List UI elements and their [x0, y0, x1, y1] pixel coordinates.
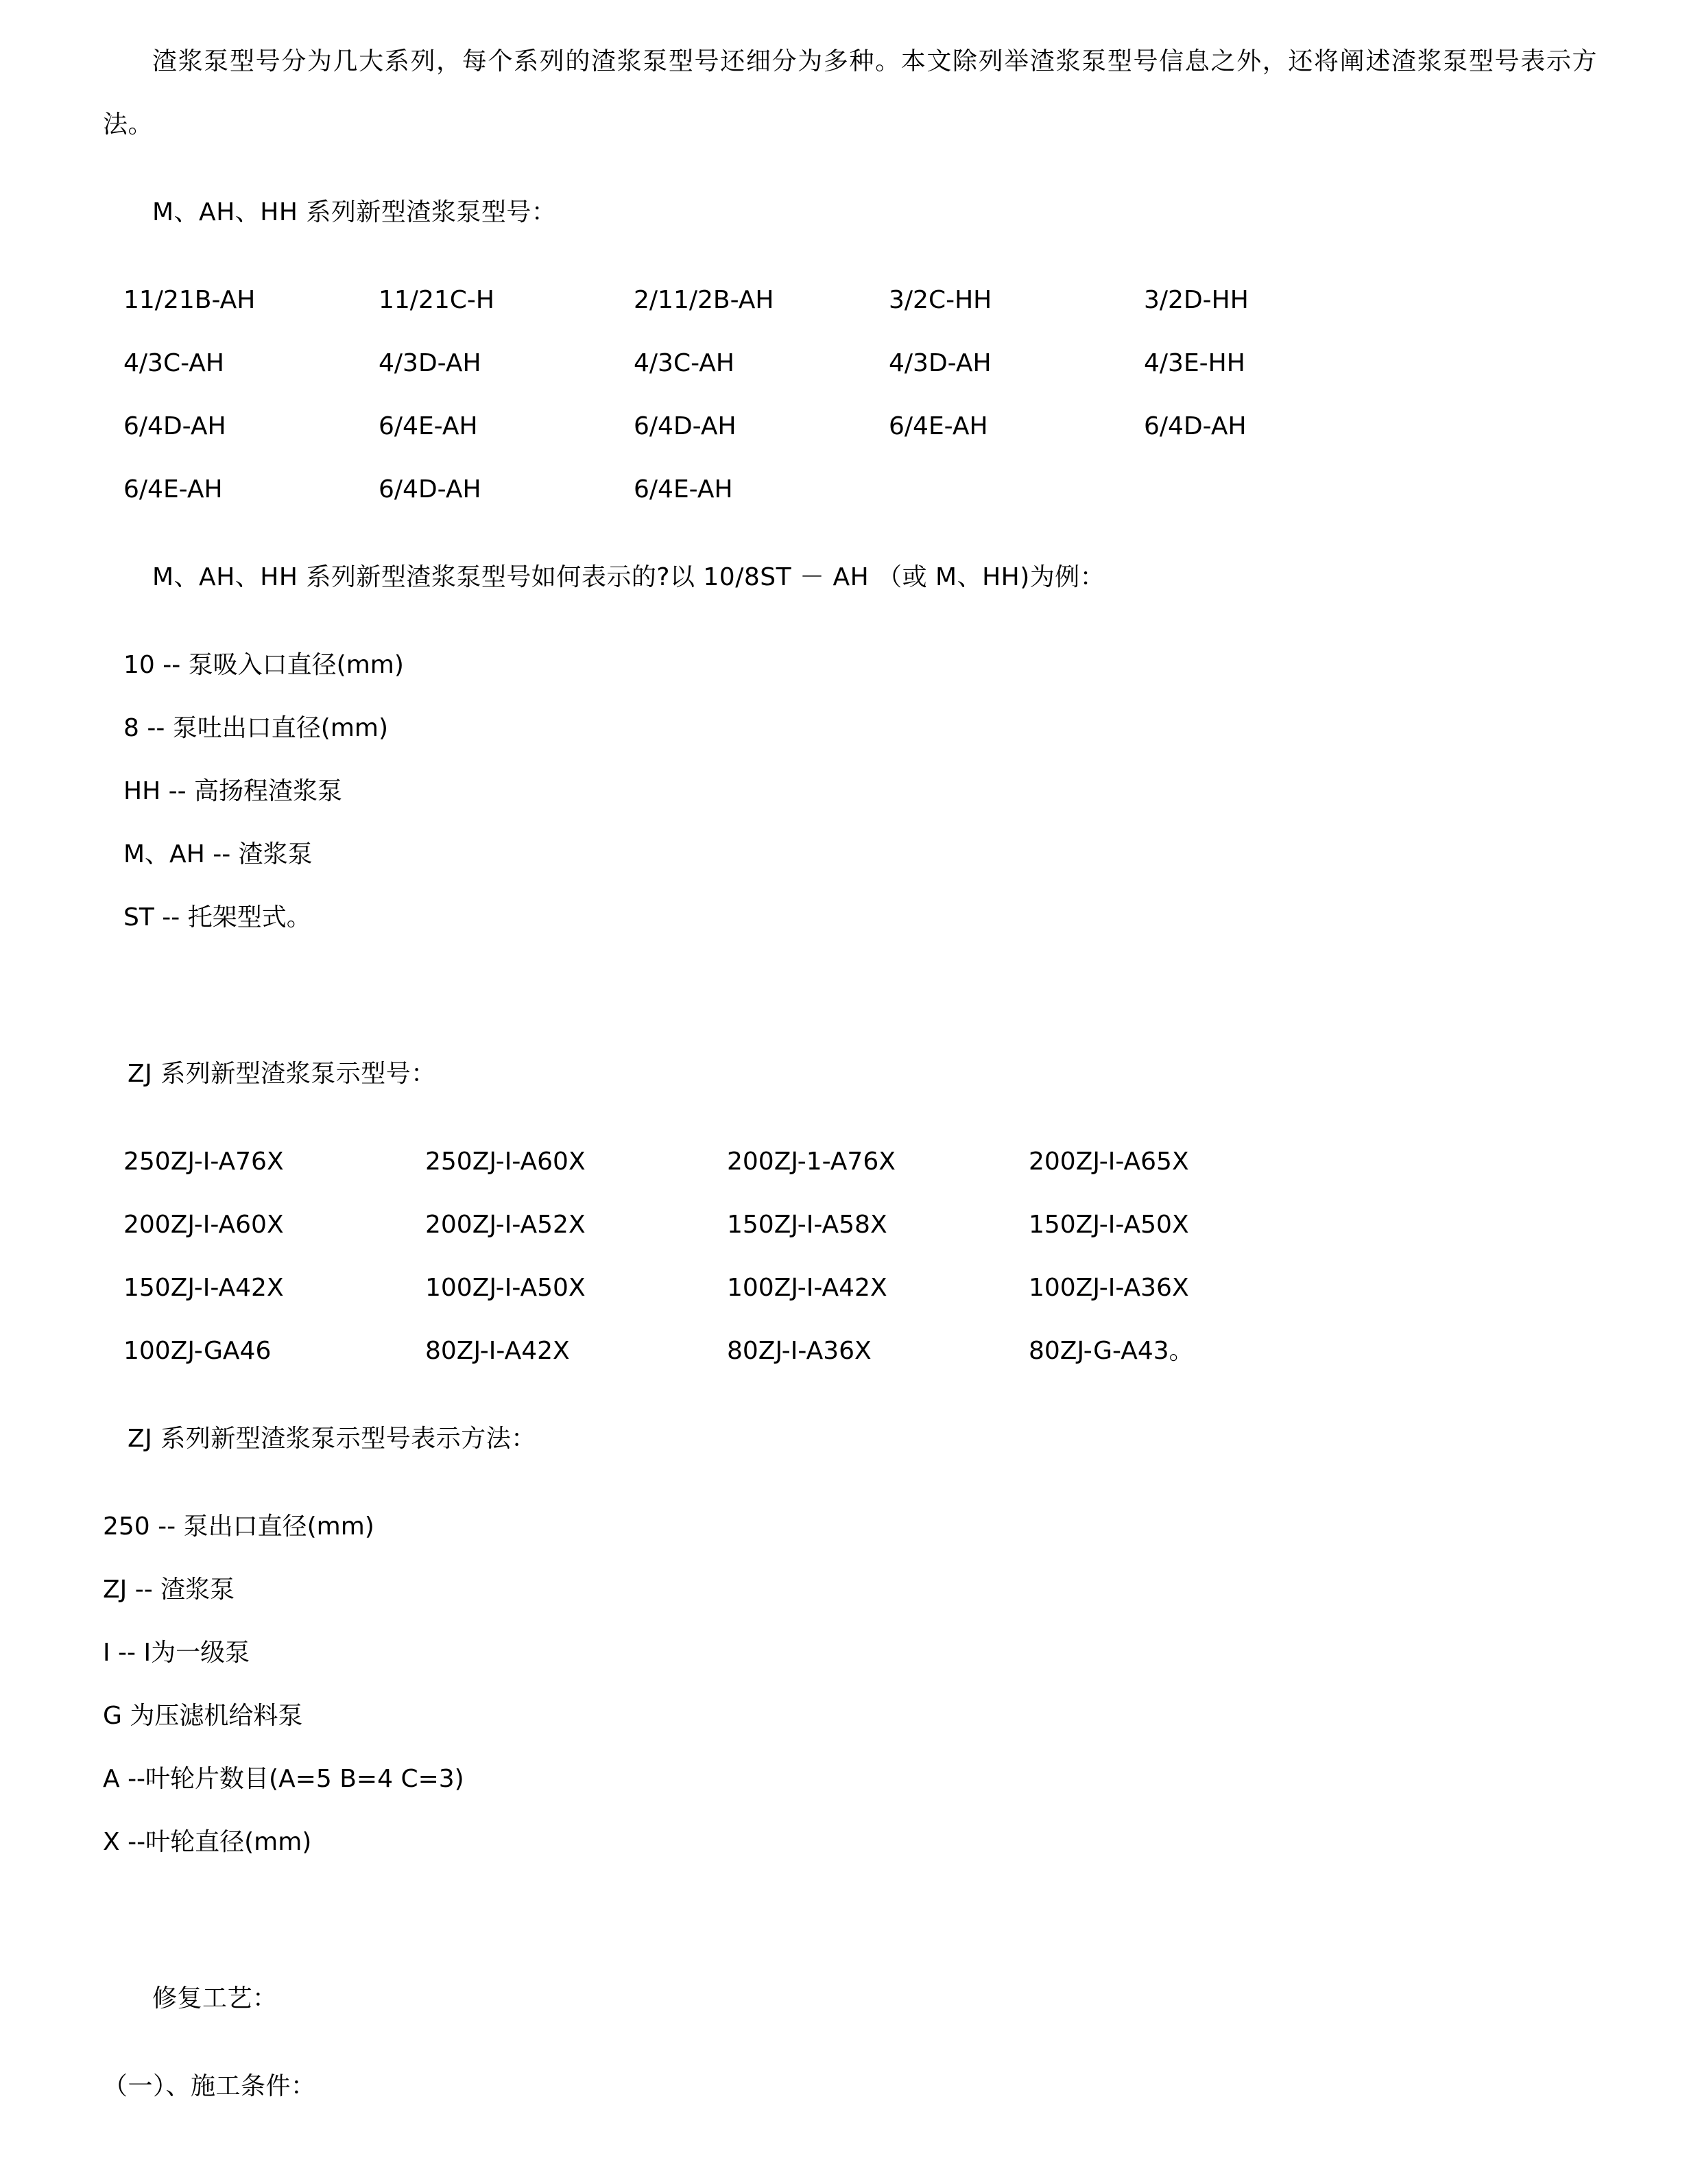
ah-model: 6/4E-AH [889, 412, 988, 440]
zj-legend-item: ZJ -- 渣浆泵 [103, 1576, 235, 1604]
ah-model: 6/4D-AH [634, 412, 737, 440]
section-gap [103, 1874, 1597, 1943]
zj-model: 100ZJ-GA46 [123, 1337, 272, 1365]
intro-paragraph: 渣浆泵型号分为几大系列，每个系列的渣浆泵型号还细分为多种。本文除列举渣浆泵型号信息之外，还将阐述渣浆泵型号表示方法。 [103, 47, 1597, 139]
ah-model: 4/3D-AH [889, 349, 992, 377]
section-gap [103, 949, 1597, 1018]
table-row [123, 458, 1618, 521]
ah-model: 6/4D-AH [123, 412, 226, 440]
zj-model: 100ZJ-I-A50X [425, 1274, 586, 1302]
ah-model: 11/21B-AH [123, 286, 256, 314]
zj-explain-heading: ZJ 系列新型渣浆泵示型号表示方法： [128, 1425, 536, 1453]
ah-legend-item: 8 -- 泵吐出口直径(mm) [123, 714, 388, 742]
ah-model: 2/11/2B-AH [634, 286, 774, 314]
zj-model: 100ZJ-I-A36X [1029, 1274, 1189, 1302]
ah-model: 11/21C-H [379, 286, 494, 314]
section-one-heading: （一）、施工条件： [103, 2072, 316, 2100]
table-row [123, 1320, 1618, 1383]
ah-model: 6/4D-AH [1144, 412, 1247, 440]
zj-model: 80ZJ-I-A42X [425, 1337, 570, 1365]
ah-legend-item: ST -- 托架型式。 [123, 903, 311, 931]
ah-model: 4/3C-AH [634, 349, 734, 377]
zj-model: 200ZJ-I-A52X [425, 1211, 586, 1239]
zj-legend-item: Ⅰ -- Ⅰ为一级泵 [103, 1639, 250, 1667]
ah-model: 4/3C-AH [123, 349, 224, 377]
zj-legend-item: G 为压滤机给料泵 [103, 1702, 303, 1730]
ah-series-heading: M、AH、HH 系列新型渣浆泵型号： [152, 198, 557, 226]
zj-model: 250ZJ-I-A60X [425, 1148, 586, 1176]
zj-model: 150ZJ-I-A58X [727, 1211, 887, 1239]
table-row [123, 1130, 1618, 1194]
ah-model: 4/3E-HH [1144, 349, 1245, 377]
ah-legend-item: M、AH -- 渣浆泵 [123, 840, 313, 868]
zj-legend-item: X --叶轮直径(mm) [103, 1828, 312, 1856]
zj-model: 80ZJ-I-A36X [727, 1337, 872, 1365]
table-row [123, 1194, 1618, 1257]
table-row [123, 332, 1618, 395]
ah-models-table [103, 269, 1618, 521]
zj-model: 150ZJ-I-A42X [123, 1274, 284, 1302]
repair-heading: 修复工艺： [152, 1984, 278, 2013]
ah-legend-item: 10 -- 泵吸入口直径(mm) [123, 651, 404, 679]
zj-model: 200ZJ-I-A60X [123, 1211, 284, 1239]
zj-models-table [103, 1130, 1618, 1383]
zj-model: 250ZJ-I-A76X [123, 1148, 284, 1176]
ah-legend-item: HH -- 高扬程渣浆泵 [123, 777, 343, 805]
table-row [123, 1257, 1618, 1320]
ah-model: 6/4E-AH [379, 412, 478, 440]
zj-model: 200ZJ-1-A76X [727, 1148, 896, 1176]
ah-model: 6/4D-AH [379, 475, 481, 503]
zj-legend-item: A --叶轮片数目(A=5 B=4 C=3) [103, 1765, 464, 1793]
zj-model: 100ZJ-I-A42X [727, 1274, 887, 1302]
zj-model: 80ZJ-G-A43。 [1029, 1337, 1194, 1365]
ah-model: 6/4E-AH [634, 475, 733, 503]
ah-model: 3/2D-HH [1144, 286, 1249, 314]
ah-model: 4/3D-AH [379, 349, 481, 377]
ah-explain-heading: M、AH、HH 系列新型渣浆泵型号如何表示的?以 10/8ST － AH （或 M、HH)为例： [152, 563, 1105, 591]
ah-model: 6/4E-AH [123, 475, 223, 503]
table-row [123, 395, 1618, 458]
zj-legend-item: 250 -- 泵出口直径(mm) [103, 1512, 374, 1541]
zj-series-heading: ZJ 系列新型渣浆泵示型号： [128, 1060, 436, 1088]
zj-model: 150ZJ-I-A50X [1029, 1211, 1189, 1239]
ah-model: 3/2C-HH [889, 286, 992, 314]
table-row [123, 269, 1618, 332]
zj-model: 200ZJ-I-A65X [1029, 1148, 1189, 1176]
